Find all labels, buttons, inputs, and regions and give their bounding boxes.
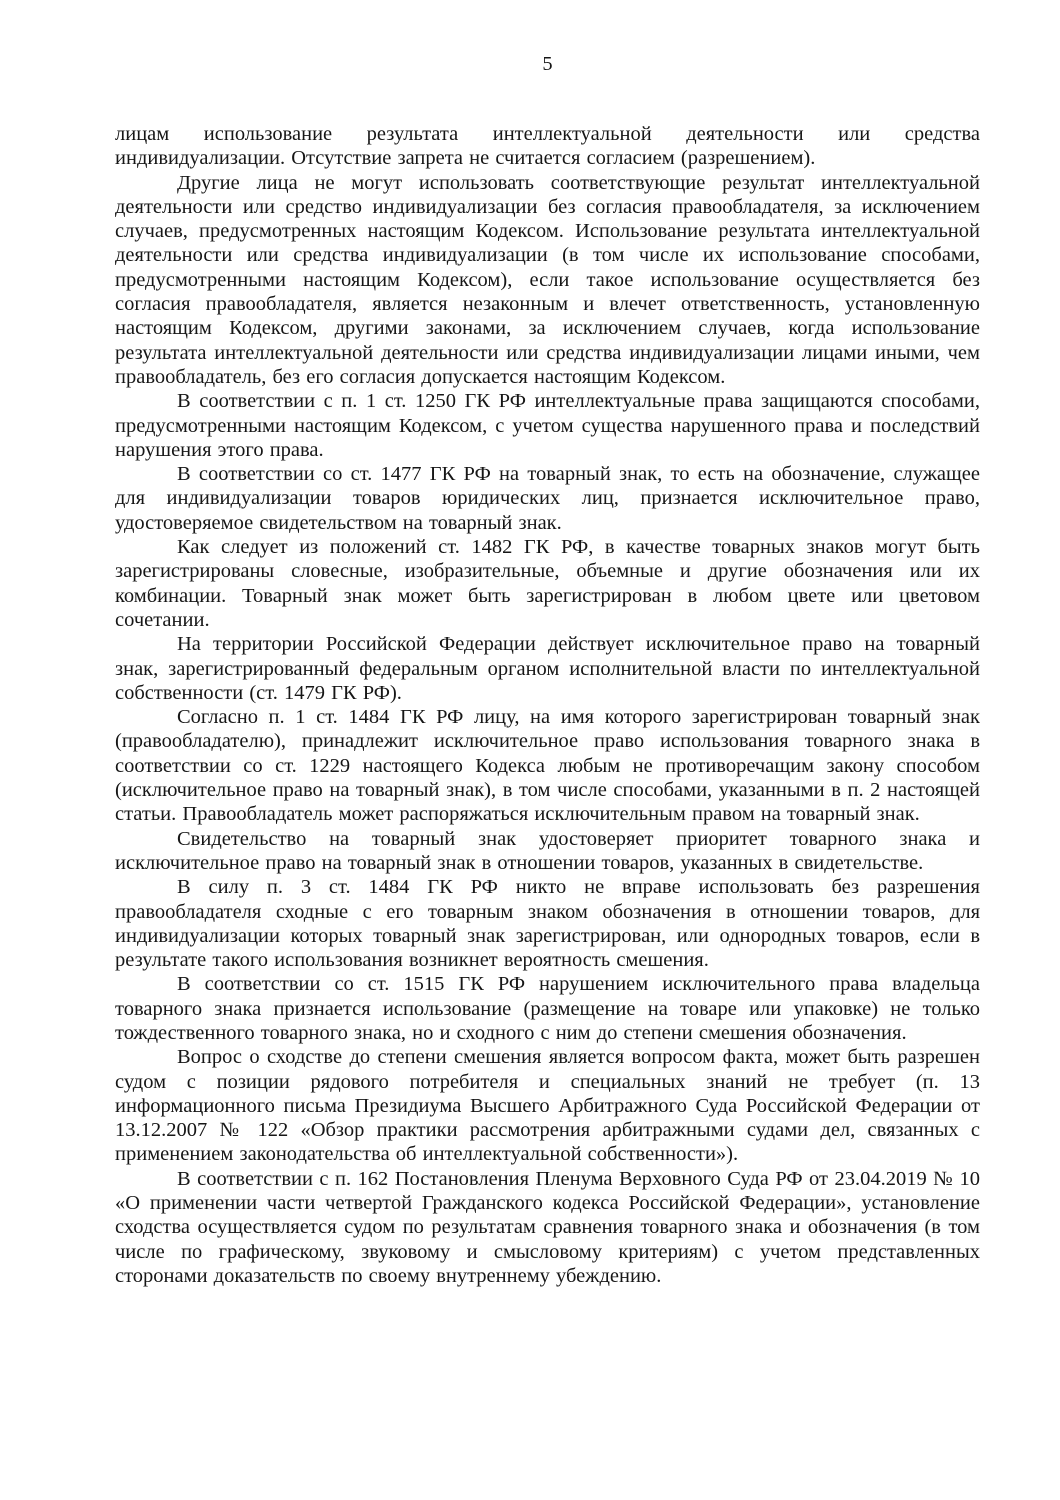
page-number: 5 [542,53,553,75]
document-body [115,122,980,1288]
paragraph: В соответствии с п. 162 Постановления Пленума Верховного Суда РФ от 23.04.2019 № 10 «О применении части четвертой Гражданского кодекса Российской Федерации», установление сходства осуществляется судом по результатам сравнения товарного знака и обозначения (в том числе по графическому, звуковому и смысловому критериям) с учетом представленных сторонами доказательств по своему внутреннему убеждению. [115,1167,980,1287]
paragraph: На территории Российской Федерации действует исключительное право на товарный знак, зарегистрированный федеральным органом исполнительной власти по интеллектуальной собственности (ст. 1479 ГК РФ). [115,633,980,704]
paragraph: В силу п. 3 ст. 1484 ГК РФ никто не вправе использовать без разрешения правообладателя сходные с его товарным знаком обозначения в отношении товаров, для индивидуализации которых товарный знак зарегистрирован, или однородных товаров, если в результате такого использования возникнет вероятность смешения. [115,876,980,972]
paragraph: Вопрос о сходстве до степени смешения является вопросом факта, может быть разрешен судом с позиции рядового потребителя и специальных знаний не требует (п. 13 информационного письма Президиума Высшего Арбитражного Суда Российской Федерации от 13.12.2007 № 122 «Обзор практики рассмотрения арбитражными судами дел, связанных с применением законодательства об интеллектуальной собственности»). [115,1046,980,1166]
paragraph: В соответствии с п. 1 ст. 1250 ГК РФ интеллектуальные права защищаются способами, предусмотренными настоящим Кодексом, с учетом существа нарушенного права и последствий нарушения этого права. [115,390,980,461]
paragraph: В соответствии со ст. 1477 ГК РФ на товарный знак, то есть на обозначение, служащее для индивидуализации товаров юридических лиц, признается исключительное право, удостоверяемое свидетельством на товарный знак. [115,463,980,534]
paragraph: лицам использование результата интеллектуальной деятельности или средства индивидуализации. Отсутствие запрета не считается согласием (разрешением). [115,123,980,170]
paragraph: Как следует из положений ст. 1482 ГК РФ, в качестве товарных знаков могут быть зарегистрированы словесные, изобразительные, объемные и другие обозначения или их комбинации. Товарный знак может быть зарегистрирован в любом цвете или цветовом сочетании. [115,536,980,631]
paragraph: В соответствии со ст. 1515 ГК РФ нарушением исключительного права владельца товарного знака признается использование (размещение на товаре или упаковке) не только тождественного товарного знака, но и сходного с ним до степени смешения обозначения. [115,973,980,1044]
paragraph: Другие лица не могут использовать соответствующие результат интеллектуальной деятельности или средство индивидуализации без согласия правообладателя, за исключением случаев, предусмотренных настоящим Кодексом. Использование результата интеллектуальной деятельности или средства индивидуализации (в том числе их использование способами, предусмотренными настоящим Кодексом), если такое использование осуществляется без согласия правообладателя, является незаконным и влечет ответственность, установленную настоящим Кодексом, другими законами, за исключением случаев, когда использование результата интеллектуальной деятельности или средства индивидуализации лицами иными, чем правообладатель, без его согласия допускается настоящим Кодексом. [115,171,980,388]
paragraph: Согласно п. 1 ст. 1484 ГК РФ лицу, на имя которого зарегистрирован товарный знак (правообладателю), принадлежит исключительное право использования товарного знака в соответствии со ст. 1229 настоящего Кодекса любым не противоречащим закону способом (исключительное право на товарный знак), в том числе способами, указанными в п. 2 настоящей статьи. Правообладатель может распоряжаться исключительным правом на товарный знак. [115,706,980,826]
paragraph: Свидетельство на товарный знак удостоверяет приоритет товарного знака и исключительное право на товарный знак в отношении товаров, указанных в свидетельстве. [115,827,980,874]
